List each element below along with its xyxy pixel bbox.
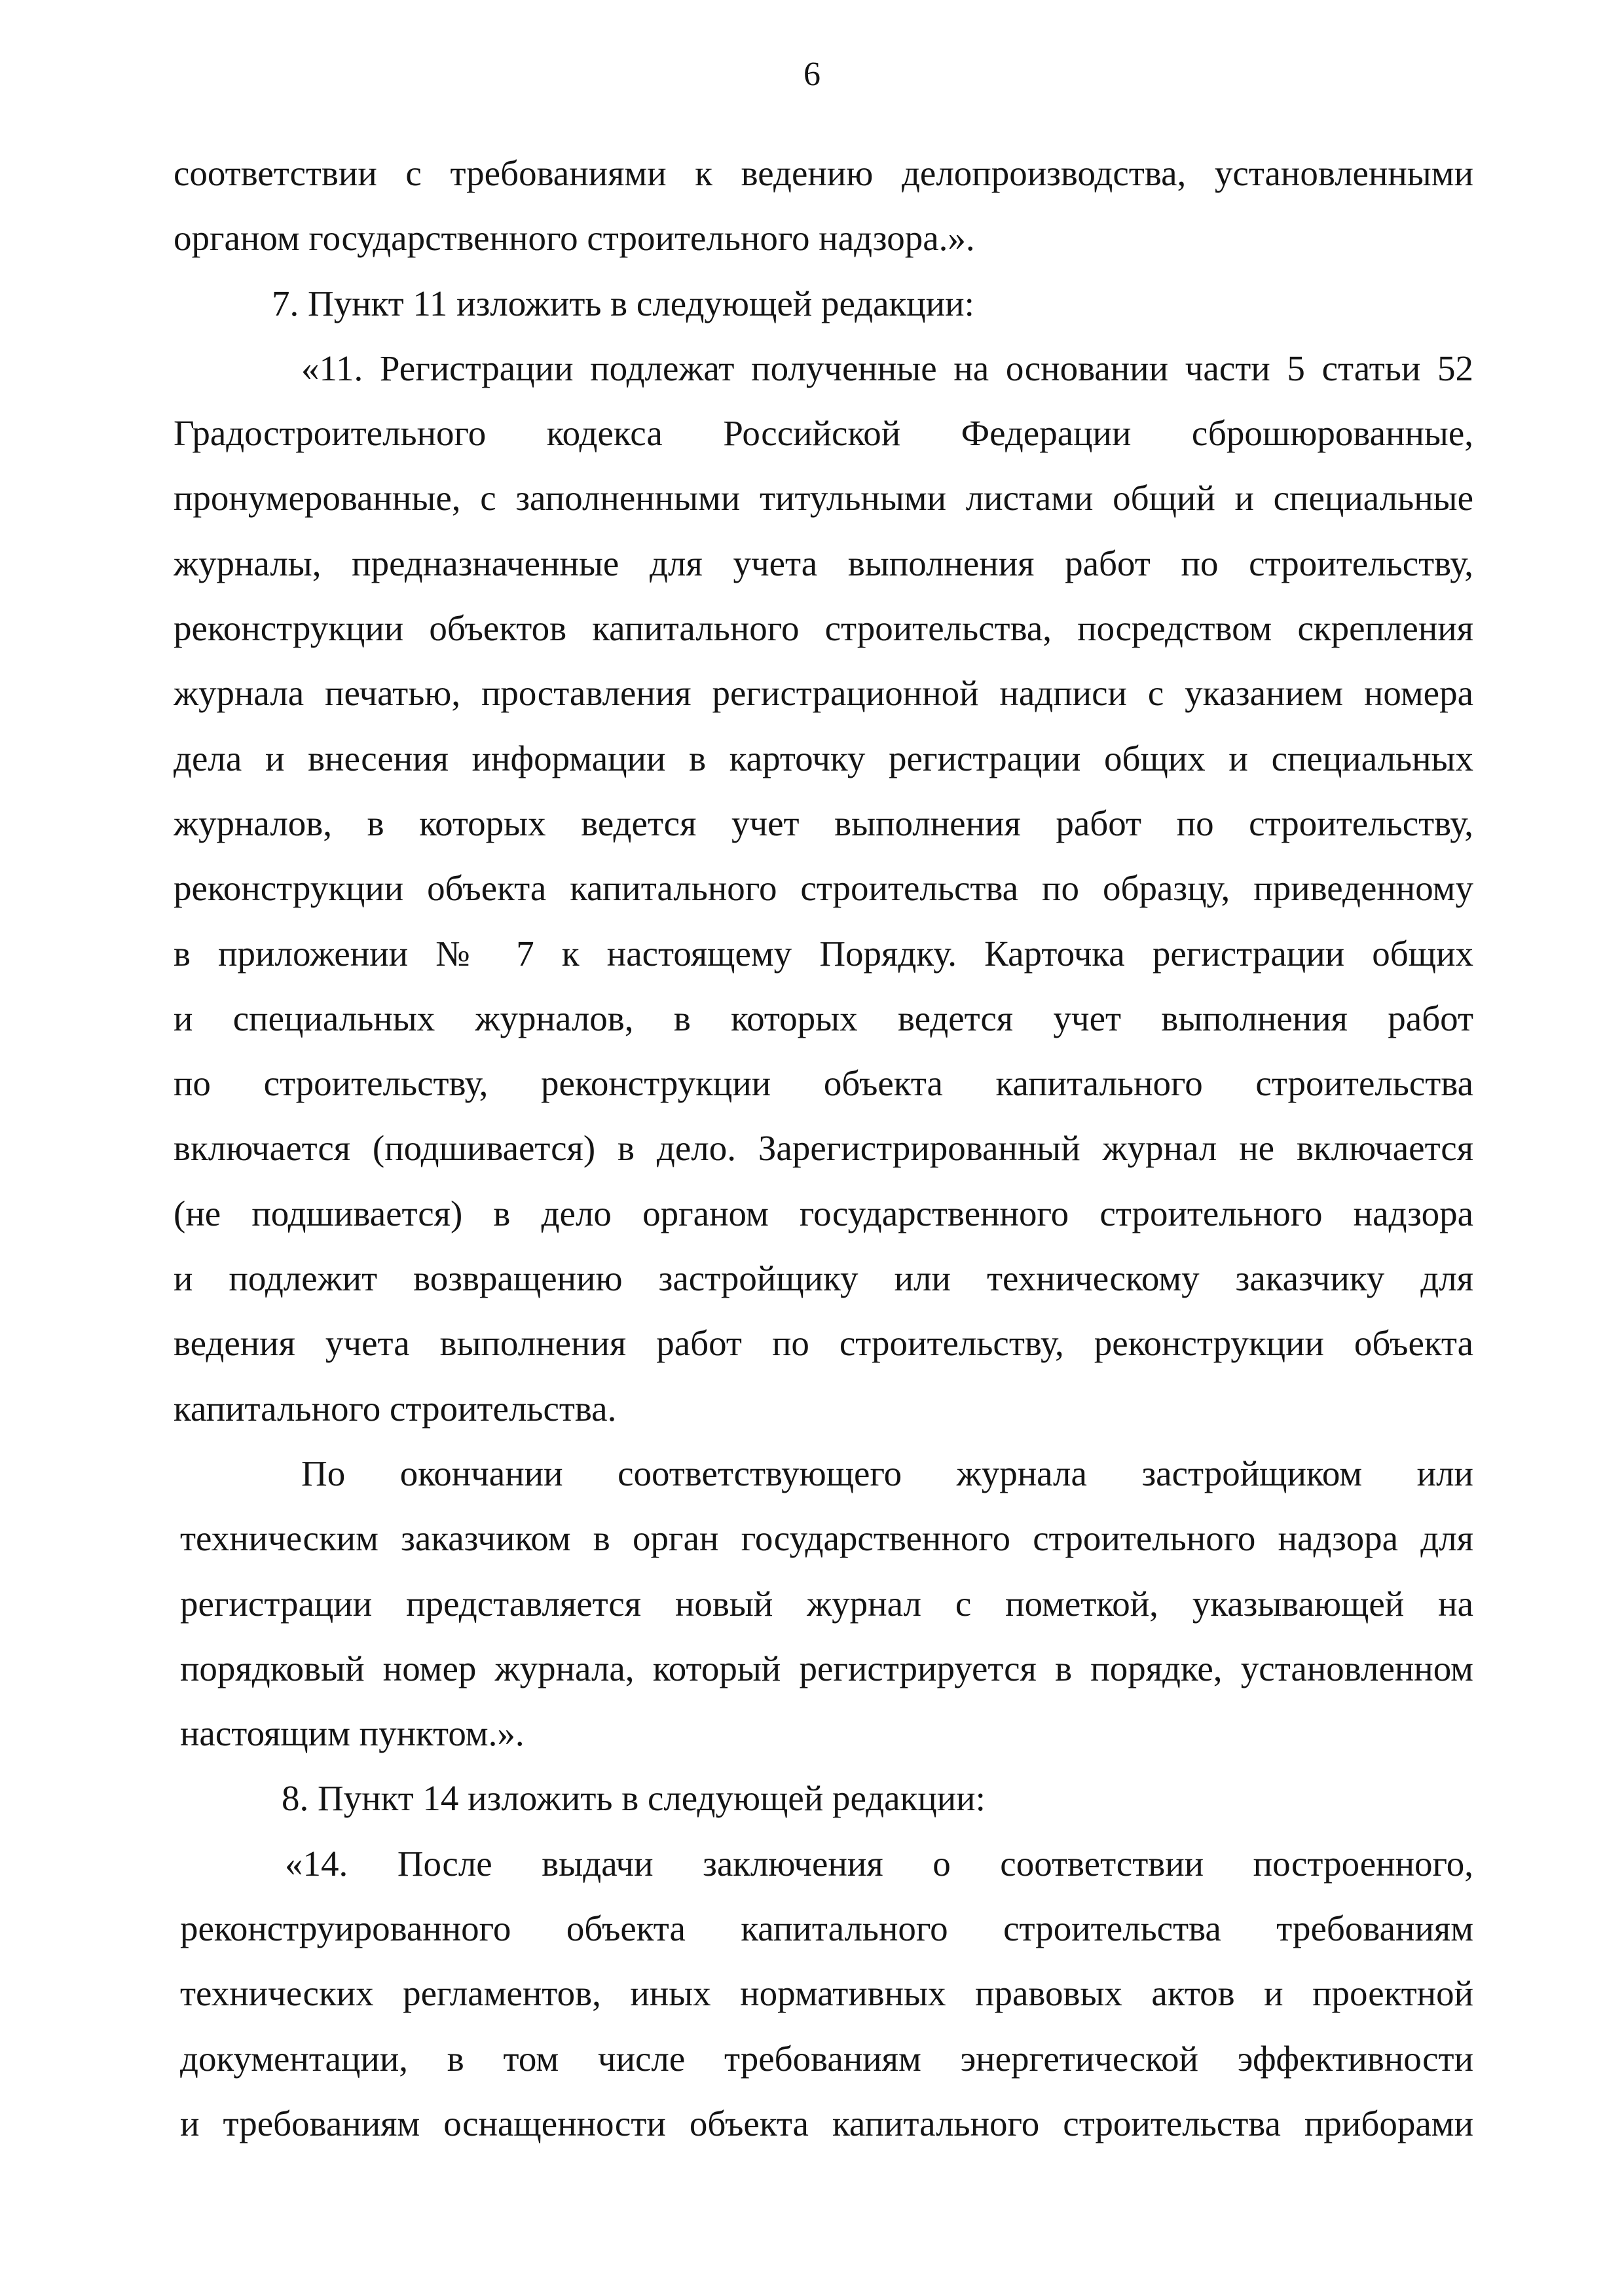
text-line: (не подшивается) в дело органом государственного строительного надзора [174, 1193, 1473, 1233]
text-line: «14. После выдачи заключения о соответствии построенного, [285, 1843, 1473, 1884]
text-line: технических регламентов, иных нормативных правовых актов и проектной [180, 1973, 1473, 2014]
text-line: по строительству, реконструкции объекта капитального строительства [174, 1063, 1473, 1104]
text-line: соответствии с требованиями к ведению делопроизводства, установленными [174, 153, 1473, 193]
text-line: реконструкции объектов капитального строительства, посредством скрепления [174, 608, 1473, 649]
text-line: По окончании соответствующего журнала застройщиком или [301, 1453, 1473, 1493]
text-line: настоящим пунктом.». [180, 1713, 525, 1754]
text-line: реконструированного объекта капитального строительства требованиям [180, 1908, 1473, 1949]
text-line: журнала печатью, проставления регистрационной надписи с указанием номера [174, 673, 1473, 714]
item-8-heading: 8. Пункт 14 изложить в следующей редакции: [282, 1778, 986, 1819]
text-line: журналов, в которых ведется учет выполнения работ по строительству, [174, 803, 1473, 843]
text-line: регистрации представляется новый журнал с пометкой, указывающей на [180, 1583, 1473, 1624]
text-line: реконструкции объекта капитального строительства по образцу, приведенному [174, 868, 1473, 909]
text-line: «11. Регистрации подлежат полученные на основании части 5 статьи 52 [301, 348, 1473, 388]
page-number: 6 [803, 56, 821, 93]
text-line: в приложении № 7 к настоящему Порядку. Карточка регистрации общих [174, 933, 1473, 974]
text-line: журналы, предназначенные для учета выполнения работ по строительству, [174, 543, 1473, 583]
text-line: и подлежит возвращению застройщику или техническому заказчику для [174, 1258, 1473, 1299]
text-line: и специальных журналов, в которых ведется учет выполнения работ [174, 998, 1473, 1038]
text-line: пронумерованные, с заполненными титульными листами общий и специальные [174, 478, 1473, 519]
text-line: и требованиям оснащенности объекта капитального строительства приборами [180, 2103, 1473, 2143]
text-line: ведения учета выполнения работ по строительству, реконструкции объекта [174, 1323, 1473, 1364]
item-7-heading: 7. Пункт 11 изложить в следующей редакции: [272, 283, 974, 323]
text-line: органом государственного строительного надзора.». [174, 218, 975, 259]
text-line: порядковый номер журнала, который регистрируется в порядке, установленном [180, 1648, 1473, 1688]
text-line: капитального строительства. [174, 1388, 617, 1429]
text-line: документации, в том числе требованиям энергетической эффективности [180, 2038, 1473, 2079]
text-line: Градостроительного кодекса Российской Федерации сброшюрованные, [174, 413, 1473, 454]
text-line: техническим заказчиком в орган государственного строительного надзора для [180, 1518, 1473, 1559]
document-body [174, 141, 1473, 2156]
text-line: дела и внесения информации в карточку регистрации общих и специальных [174, 738, 1473, 778]
text-line: включается (подшивается) в дело. Зарегистрированный журнал не включается [174, 1128, 1473, 1169]
